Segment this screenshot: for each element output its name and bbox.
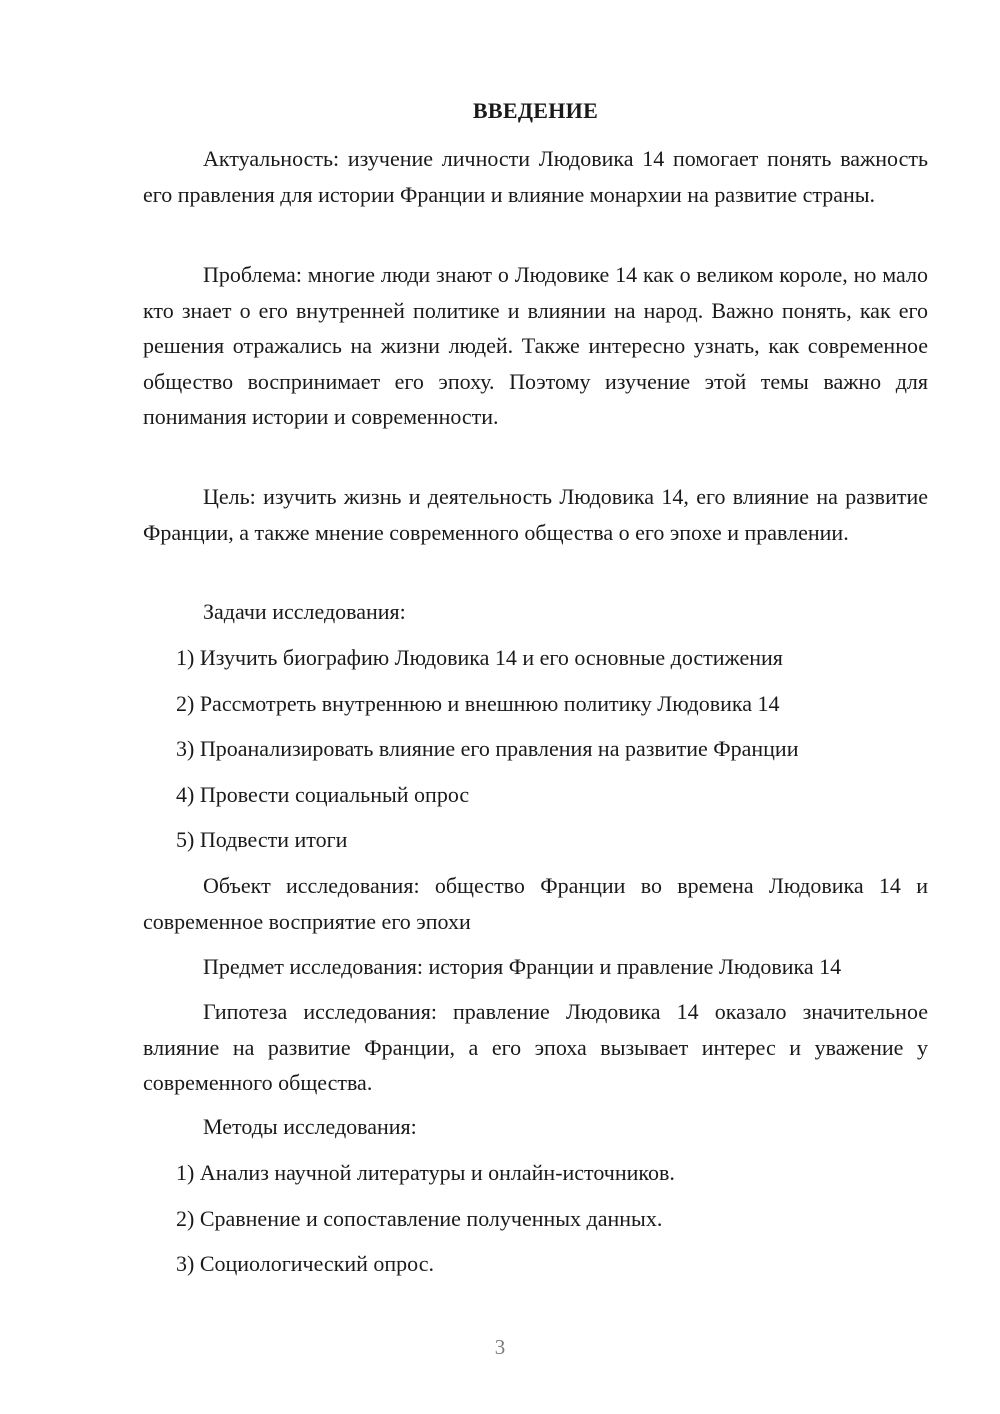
list-item: 5) Подвести итоги <box>176 827 348 852</box>
relevance-paragraph: Актуальность: изучение личности Людовика 14 помогает понять важность его правления для истории Франции и влияние монархии на развитие страны. <box>143 146 928 207</box>
list-item: 2) Сравнение и сопоставление полученных данных. <box>176 1206 663 1231</box>
list-item: 4) Провести социальный опрос <box>176 782 470 807</box>
hypothesis-paragraph: Гипотеза исследования: правление Людовика 14 оказало значительное влияние на развитие Франции, а его эпоха вызывает интерес и уважение у современного общества. <box>143 999 928 1095</box>
methods-heading: Методы исследования: <box>203 1114 417 1139</box>
section-title: ВВЕДЕНИЕ <box>472 98 599 123</box>
list-item: 1) Анализ научной литературы и онлайн-источников. <box>176 1160 675 1185</box>
goal-paragraph: Цель: изучить жизнь и деятельность Людовика 14, его влияние на развитие Франции, а также мнение современного общества о его эпохе и правлении. <box>143 484 928 545</box>
list-item: 3) Проанализировать влияние его правления на развитие Франции <box>176 736 799 761</box>
list-item: 2) Рассмотреть внутреннюю и внешнюю политику Людовика 14 <box>176 691 780 716</box>
page-number: 3 <box>494 1335 506 1359</box>
list-item: 3) Социологический опрос. <box>176 1251 434 1276</box>
problem-paragraph: Проблема: многие люди знают о Людовике 14 как о великом короле, но мало кто знает о его внутренней политике и влиянии на народ. Важно понять, как его решения отражались на жизни людей. Также интересно узнать, как современное общество воспринимает его эпоху. Поэтому изучение этой темы важно для понимания истории и современности. <box>143 262 928 429</box>
list-item: 1) Изучить биографию Людовика 14 и его основные достижения <box>176 645 783 670</box>
object-paragraph: Объект исследования: общество Франции во времена Людовика 14 и современное восприятие его эпохи <box>143 873 928 934</box>
tasks-heading: Задачи исследования: <box>203 599 406 624</box>
subject-paragraph: Предмет исследования: история Франции и правление Людовика 14 <box>203 954 842 979</box>
